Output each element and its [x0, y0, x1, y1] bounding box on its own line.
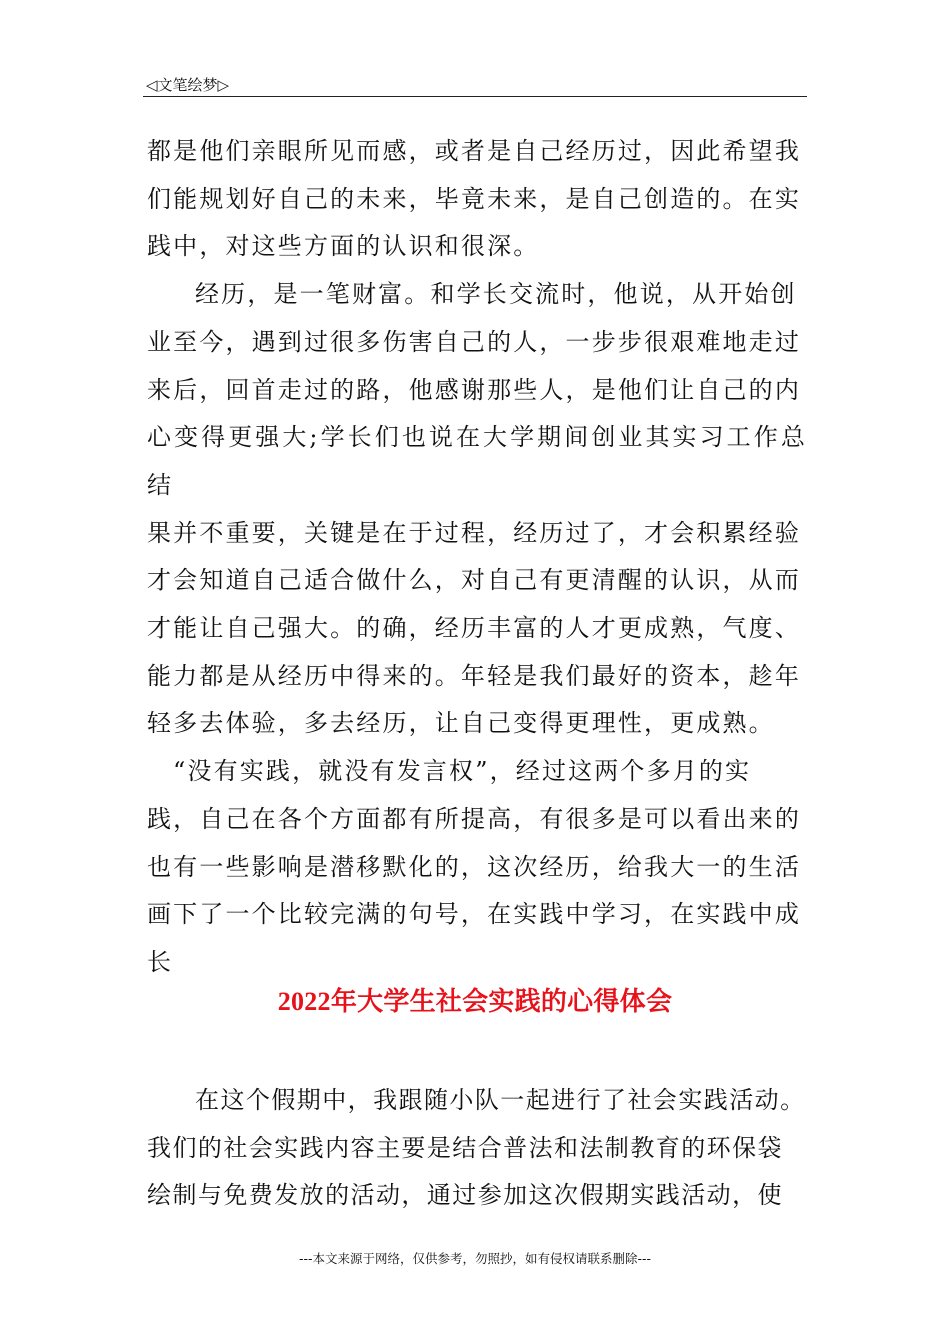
text-line: 践，自己在各个方面都有所提高，有很多是可以看出来的	[147, 804, 801, 833]
text-line: 践中，对这些方面的认识和很深。	[147, 232, 540, 261]
section2-body	[147, 1077, 817, 1220]
paragraph-1	[147, 128, 807, 271]
text-line: 轻多去体验，多去经历，让自己变得更理性，更成熟。	[147, 709, 775, 738]
text-line: 能力都是从经历中得来的。年轻是我们最好的资本，趁年	[147, 661, 801, 690]
text-line: 们能规划好自己的未来，毕竟未来，是自己创造的。在实	[147, 184, 801, 213]
text-line: 经历，是一笔财富。和学长交流时，他说，从开始创	[195, 280, 797, 309]
text-line: “没有实践，就没有发言权”，经过这两个多月的实	[173, 757, 752, 786]
paragraph-3	[147, 748, 807, 987]
text-line: 心变得更强大;学长们也说在大学期间创业其实习工作总结	[147, 423, 807, 499]
text-line: 长	[147, 947, 174, 976]
paragraph-2	[147, 271, 807, 748]
page-footer: ---本文来源于网络，仅供参考，勿照抄，如有侵权请联系删除---	[298, 1251, 652, 1266]
text-line: 果并不重要，关键是在于过程，经历过了，才会积累经验	[147, 518, 801, 547]
text-line: 来后，回首走过的路，他感谢那些人，是他们让自己的内	[147, 375, 801, 404]
text-line: 才能让自己强大。的确，经历丰富的人才更成熟，气度、	[147, 614, 801, 643]
section1-body	[147, 128, 807, 987]
text-line: 都是他们亲眼所见而感，或者是自己经历过，因此希望我	[147, 137, 801, 165]
text-line: 业至今，遇到过很多伤害自己的人，一步步很艰难地走过	[147, 327, 801, 356]
text-line: 我们的社会实践内容主要是结合普法和法制教育的环保袋	[147, 1133, 783, 1162]
page-header: ◁文笔绘梦▷	[146, 76, 230, 94]
text-line: 才会知道自己适合做什么，对自己有更清醒的认识，从而	[147, 566, 801, 595]
text-line: 画下了一个比较完满的句号，在实践中学习，在实践中成	[147, 900, 801, 929]
text-line: 也有一些影响是潜移默化的，这次经历，给我大一的生活	[147, 852, 801, 881]
text-line: 在这个假期中，我跟随小队一起进行了社会实践活动。	[195, 1086, 806, 1114]
text-line: 绘制与免费发放的活动，通过参加这次假期实践活动，使	[147, 1181, 783, 1210]
header-divider	[143, 96, 807, 97]
section-title: 2022年大学生社会实践的心得体会	[277, 987, 673, 1016]
